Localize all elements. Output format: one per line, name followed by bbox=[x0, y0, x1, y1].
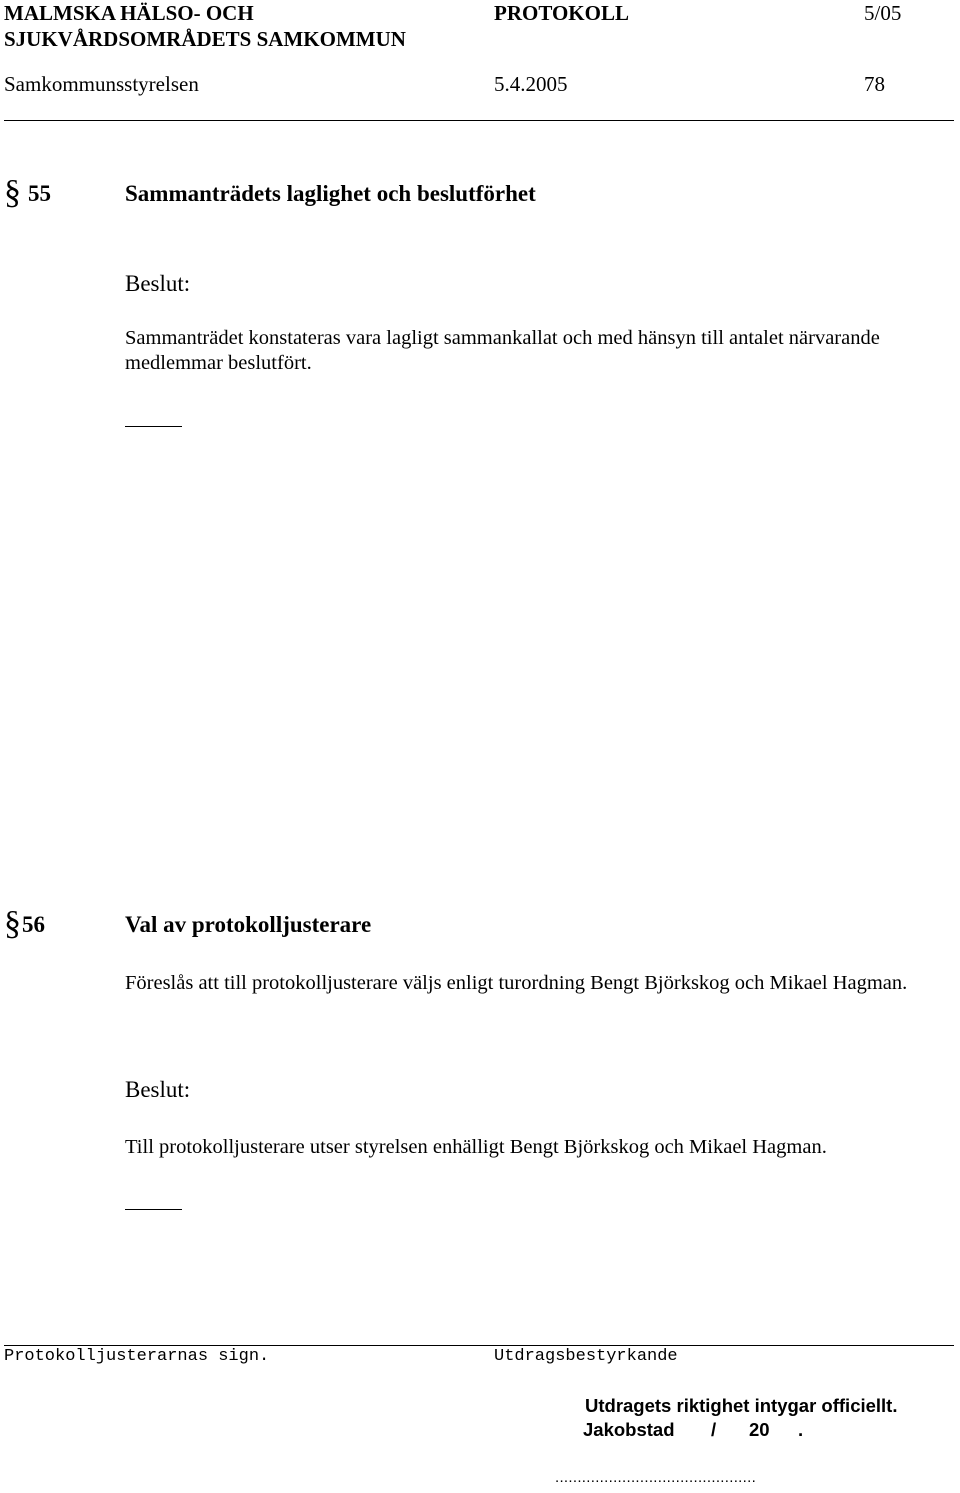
certification-place: Jakobstad bbox=[583, 1419, 675, 1440]
decision-text: Till protokolljusterare utser styrelsen enhälligt Bengt Björkskog och Mikael Hagman. bbox=[125, 1136, 827, 1158]
document-type: PROTOKOLL bbox=[494, 1, 629, 25]
organization-name-line1: MALMSKA HÄLSO- OCH bbox=[4, 1, 254, 25]
document-number: 5/05 bbox=[864, 1, 902, 25]
section-symbol: § bbox=[4, 174, 21, 211]
proposal-text: Föreslås att till protokolljusterare väljs enligt turordning Bengt Björkskog och Mikael Hagman. bbox=[125, 972, 908, 994]
governing-body: Samkommunsstyrelsen bbox=[4, 72, 199, 96]
section-end-rule bbox=[125, 1209, 182, 1210]
certification-year: 20 bbox=[749, 1419, 770, 1440]
footer-divider bbox=[4, 1345, 954, 1346]
decision-label: Beslut: bbox=[125, 1077, 191, 1102]
signature-line: ............................................. bbox=[555, 1469, 757, 1486]
section-title: Sammanträdets laglighet och beslutförhet bbox=[125, 181, 536, 206]
decision-label: Beslut: bbox=[125, 271, 191, 296]
certification-line: Utdragets riktighet intygar officiellt. bbox=[585, 1395, 898, 1416]
section-number: 55 bbox=[28, 181, 51, 206]
section-end-rule bbox=[125, 426, 182, 427]
page-number: 78 bbox=[864, 72, 885, 96]
header-divider bbox=[4, 120, 954, 121]
section-title: Val av protokolljusterare bbox=[125, 912, 372, 937]
certification-date-separator: / bbox=[711, 1419, 717, 1440]
decision-text: Sammanträdet konstateras vara lagligt sammankallat och med hänsyn till antalet närvarande medlemmar beslutfört. bbox=[125, 327, 880, 374]
organization-name-line2: SJUKVÅRDSOMRÅDETS SAMKOMMUN bbox=[4, 27, 406, 51]
section-symbol: § bbox=[4, 905, 21, 942]
meeting-date: 5.4.2005 bbox=[494, 72, 568, 96]
signers-label: Protokolljusterarnas sign. bbox=[4, 1347, 270, 1366]
section-number: 56 bbox=[22, 912, 45, 937]
certification-period: . bbox=[798, 1419, 804, 1440]
certifier-label: Utdragsbestyrkande bbox=[494, 1347, 678, 1366]
